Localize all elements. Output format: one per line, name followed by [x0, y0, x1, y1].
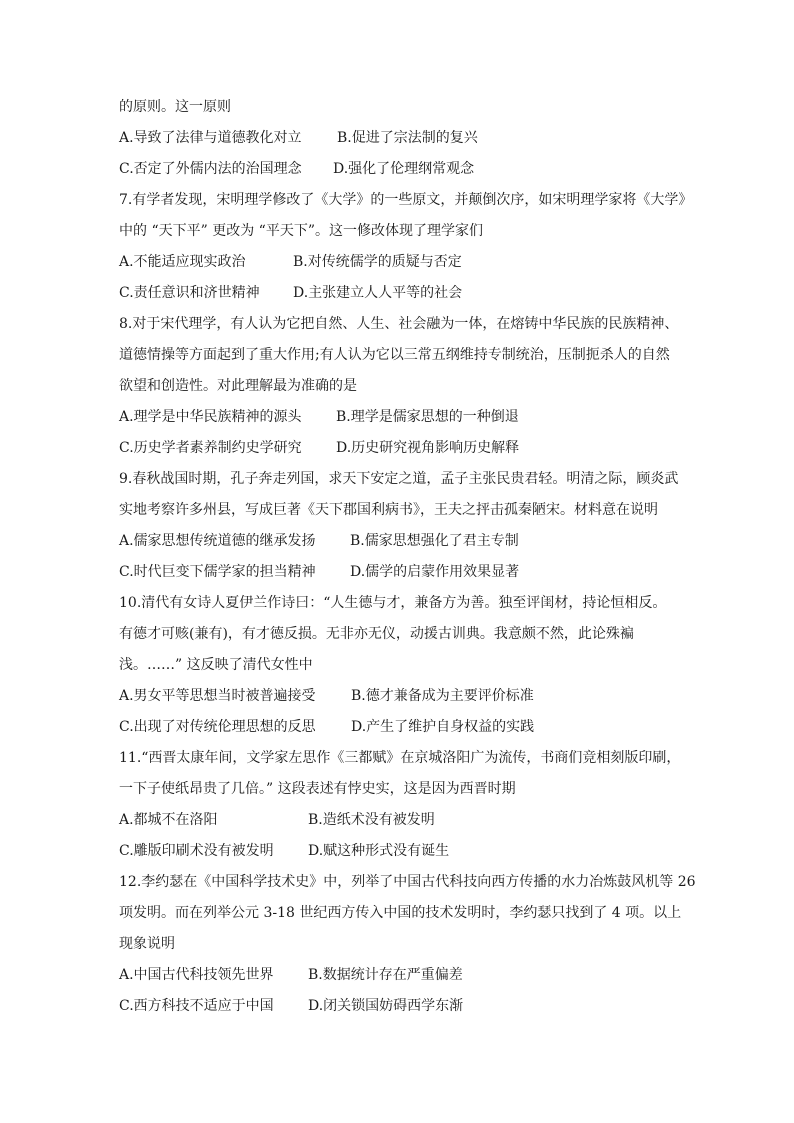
option-b: B.儒家思想强化了君主专制: [350, 533, 519, 549]
option-b: B.造纸术没有被发明: [308, 812, 435, 828]
option-d: D.历史研究视角影响历史解释: [336, 440, 520, 456]
question-8-stem-line-2: 道德情操等方面起到了重大作用;有人认为它以三常五纲维持专制统治，压制扼杀人的自然: [119, 347, 670, 363]
option-d: D.儒学的启蒙作用效果显著: [350, 564, 520, 580]
question-7-stem-line-2: 中的 “天下平” 更改为 “平天下”。这一修改体现了理学家们: [119, 223, 483, 239]
option-c: C.时代巨变下儒学家的担当精神: [119, 564, 316, 580]
option-d: D.产生了维护自身权益的实践: [351, 719, 535, 735]
option-a: A.中国古代科技领先世界: [119, 967, 274, 983]
option-a: A.都城不在洛阳: [119, 812, 218, 828]
option-c: C.历史学者素养制约史学研究: [119, 440, 302, 456]
question-12-stem-line-2: 项发明。而在列举公元 3-18 世纪西方传入中国的技术发明时，李约瑟只找到了 4 项。以上: [119, 905, 682, 921]
question-11-stem-line-2: 一下子使纸昂贵了几倍。” 这段表述有悖史实，这是因为西晋时期: [119, 781, 516, 797]
question-7-options-row-1: [119, 255, 679, 270]
question-8-stem-line-1: 8.对于宋代理学，有人认为它把自然、人生、社会融为一体，在熔铸中华民族的民族精神、: [119, 316, 679, 332]
option-c: C.西方科技不适应于中国: [119, 998, 274, 1014]
question-7-options-row-2: [119, 286, 679, 301]
question-12-options-row-1: [119, 968, 679, 983]
option-a: A.男女平等思想当时被普遍接受: [119, 688, 316, 704]
option-c: C.出现了对传统伦理思想的反思: [119, 719, 316, 735]
question-12-options-row-2: [119, 999, 679, 1014]
option-b: B.理学是儒家思想的一种倒退: [336, 409, 519, 425]
option-c: C.否定了外儒内法的治国理念: [119, 161, 302, 177]
option-a: A.导致了法律与道德教化对立: [119, 130, 302, 146]
question-6-options-row-2: [119, 162, 679, 177]
option-c: C.雕版印刷术没有被发明: [119, 843, 274, 859]
option-b: B.促进了宗法制的复兴: [337, 130, 478, 146]
option-a: A.不能适应现实政治: [119, 254, 246, 270]
question-11-options-row-1: [119, 813, 679, 828]
question-8-stem-line-3: 欲望和创造性。对此理解最为准确的是: [119, 378, 357, 394]
question-9-options-row-1: [119, 534, 679, 549]
question-9-options-row-2: [119, 565, 679, 580]
option-b: B.数据统计存在严重偏差: [308, 967, 463, 983]
question-7-stem-line-1: 7.有学者发现，宋明理学修改了《大学》的一些原文，并颠倒次序，如宋明理学家将《大学》: [119, 192, 693, 208]
option-d: D.闭关锁国妨碍西学东渐: [308, 998, 464, 1014]
question-11-options-row-2: [119, 844, 679, 859]
question-10-stem-line-1: 10.清代有女诗人夏伊兰作诗曰：“人生德与才，兼备方为善。独至评闺材，持论恒相反。: [119, 595, 667, 611]
question-9-stem-line-1: 9.春秋战国时期，孔子奔走列国，求天下安定之道，孟子主张民贵君轻。明清之际，顾炎武: [119, 471, 679, 487]
option-c: C.责任意识和济世精神: [119, 285, 260, 301]
question-8-options-row-2: [119, 441, 679, 456]
question-10-options-row-2: [119, 720, 679, 735]
question-11-stem-line-1: 11.“西晋太康年间，文学家左思作《三都赋》在京城洛阳广为流传，书商们竞相刻版印刷，: [119, 750, 681, 766]
option-a: A.儒家思想传统道德的继承发扬: [119, 533, 316, 549]
option-d: D.强化了伦理纲常观念: [333, 161, 475, 177]
option-b: B.德才兼备成为主要评价标准: [351, 688, 534, 704]
question-10-stem-line-2: 有德才可赅(兼有)，有才德反损。无非亦无仪，动援古训典。我意颇不然，此论殊褊: [119, 626, 634, 642]
question-8-options-row-1: [119, 410, 679, 425]
option-d: D.赋这种形式没有诞生: [308, 843, 450, 859]
option-a: A.理学是中华民族精神的源头: [119, 409, 302, 425]
question-9-stem-line-2: 实地考察许多州县，写成巨著《天下郡国利病书》，王夫之抨击孤秦陋宋。材料意在说明: [119, 502, 658, 518]
question-6-tail: 的原则。这一原则: [119, 99, 231, 115]
question-12-stem-line-1: 12.李约瑟在《中国科学技术史》中，列举了中国古代科技向西方传播的水力冶炼鼓风机等 26: [119, 874, 696, 890]
question-6-options-row-1: [119, 131, 679, 146]
question-12-stem-line-3: 现象说明: [119, 936, 175, 952]
exam-page: [119, 99, 696, 1030]
question-10-stem-line-3: 浅。……” 这反映了清代女性中: [119, 657, 313, 673]
option-b: B.对传统儒学的质疑与否定: [293, 254, 462, 270]
question-10-options-row-1: [119, 689, 679, 704]
option-d: D.主张建立人人平等的社会: [293, 285, 463, 301]
